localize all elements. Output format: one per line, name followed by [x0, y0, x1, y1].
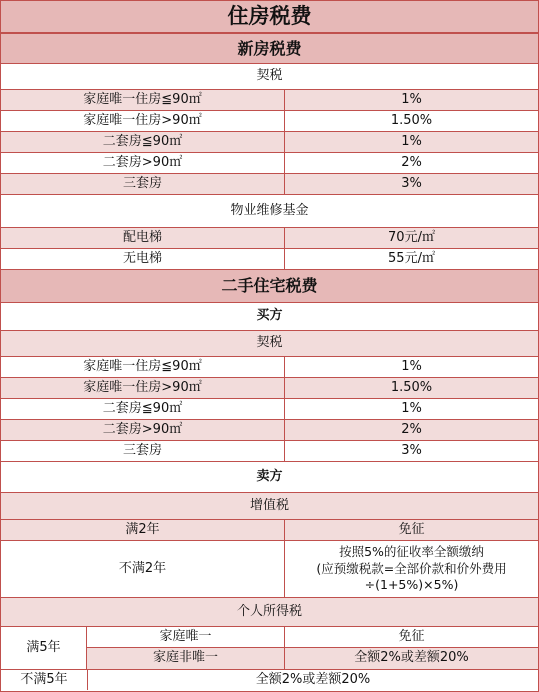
- second-deed-rate: 2%: [284, 420, 538, 440]
- buyer-label: 买方: [1, 303, 538, 330]
- only-home-label: 家庭唯一: [159, 628, 212, 644]
- full5-label: 满5年: [1, 627, 86, 669]
- full5-block: [1, 627, 538, 670]
- not-only-home-label: 家庭非唯一: [152, 650, 218, 666]
- second-deed-row-5: [1, 441, 538, 462]
- new-deed-row-3: [1, 132, 538, 153]
- vat-full2-row: [1, 520, 538, 541]
- new-deed-row-1: [1, 90, 538, 111]
- second-deed-row-3: [1, 399, 538, 420]
- new-deed-rate: 2%: [284, 153, 538, 173]
- page-title: 住房税费: [1, 0, 538, 33]
- second-deed-rate: 3%: [284, 441, 538, 461]
- new-deed-rate: 1.50%: [284, 111, 538, 131]
- new-deed-rate: 3%: [284, 174, 538, 194]
- maintenance-row-2: [1, 249, 538, 270]
- second-deed-type: 二套房≦90㎡: [102, 400, 183, 416]
- under5-label: 不满5年: [20, 671, 68, 687]
- maintenance-fund-label-row: [1, 195, 538, 228]
- maintenance-amount: 70元/㎡: [284, 228, 538, 248]
- maintenance-type: 配电梯: [122, 229, 162, 245]
- full5-subrows: [86, 627, 538, 669]
- new-deed-row-2: [1, 111, 538, 132]
- under5-row: [1, 670, 538, 690]
- maintenance-fund-label: 物业维修基金: [1, 195, 538, 227]
- buyer-row: [1, 303, 538, 331]
- new-house-header-row: [1, 34, 538, 64]
- new-deed-type: 家庭唯一住房>90㎡: [83, 112, 202, 128]
- income-tax-label: 个人所得税: [1, 598, 538, 626]
- maintenance-row-1: [1, 228, 538, 249]
- new-deed-row-5: [1, 174, 538, 195]
- vat-under2-line-3: ÷(1+5%)×5%): [364, 577, 459, 593]
- vat-full2-value: 免征: [284, 520, 538, 540]
- second-deed-tax-label: 契税: [1, 331, 538, 356]
- second-deed-row-4: [1, 420, 538, 441]
- seller-row: [1, 462, 538, 493]
- only-home-value: 免征: [284, 627, 538, 647]
- under5-value: 全额2%或差额20%: [87, 670, 538, 690]
- second-deed-type: 三套房: [122, 442, 162, 458]
- vat-full2-label: 满2年: [125, 521, 160, 537]
- second-deed-rate: 1.50%: [284, 378, 538, 398]
- vat-label-row: [1, 493, 538, 520]
- second-hand-header-row: [1, 270, 538, 303]
- second-deed-rate: 1%: [284, 357, 538, 377]
- new-deed-tax-label-row: [1, 64, 538, 90]
- second-deed-type: 家庭唯一住房≦90㎡: [83, 358, 202, 374]
- vat-under2-line-2: (应预缴税款=全部价款和价外费用: [316, 560, 507, 576]
- new-deed-tax-label: 契税: [1, 64, 538, 89]
- new-deed-type: 二套房≦90㎡: [102, 133, 183, 149]
- second-deed-row-1: [1, 357, 538, 378]
- not-only-home-row: [87, 648, 538, 669]
- new-deed-type: 家庭唯一住房≦90㎡: [83, 91, 202, 107]
- new-deed-type: 三套房: [122, 175, 162, 191]
- not-only-home-value: 全额2%或差额20%: [284, 648, 538, 669]
- seller-label: 卖方: [1, 462, 538, 492]
- second-hand-header: 二手住宅税费: [1, 270, 538, 302]
- maintenance-type: 无电梯: [122, 250, 162, 266]
- new-house-header: 新房税费: [1, 34, 538, 63]
- new-deed-rate: 1%: [284, 132, 538, 152]
- only-home-row: [87, 627, 538, 648]
- second-deed-tax-label-row: [1, 331, 538, 357]
- second-deed-type: 家庭唯一住房>90㎡: [83, 379, 202, 395]
- second-deed-type: 二套房>90㎡: [102, 421, 183, 437]
- second-deed-rate: 1%: [284, 399, 538, 419]
- vat-under2-label: 不满2年: [118, 560, 167, 576]
- title-row: [1, 0, 538, 34]
- second-deed-row-2: [1, 378, 538, 399]
- income-tax-label-row: [1, 598, 538, 627]
- new-deed-rate: 1%: [284, 90, 538, 110]
- maintenance-amount: 55元/㎡: [284, 249, 538, 269]
- vat-under2-line-1: 按照5%的征收率全额缴纳: [339, 543, 484, 559]
- new-deed-row-4: [1, 153, 538, 174]
- new-deed-type: 二套房>90㎡: [102, 154, 183, 170]
- vat-under2-row: [1, 541, 538, 598]
- vat-under2-value: [284, 541, 538, 597]
- vat-label: 增值税: [1, 493, 538, 519]
